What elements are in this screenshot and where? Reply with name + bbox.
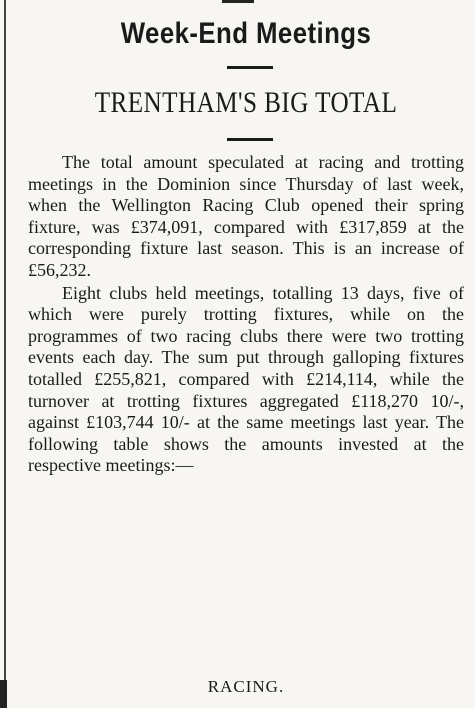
paragraph-1: The total amount speculated at racing and trotting meetings in the Dominion since Thursday of last week, when the Wellington Racing Club opened their spring fixture, was £374,091, compared with £317,859 at the corresponding fixture last season. This is an increase of £56,232. xyxy=(28,152,464,280)
headline-rule xyxy=(227,66,273,69)
article-body xyxy=(28,152,464,477)
article-column xyxy=(28,0,464,708)
column-border-mark xyxy=(0,680,7,708)
section-label-racing: RACING. xyxy=(207,677,285,696)
paragraph-2: Eight clubs held meetings, totalling 13 days, five of which were purely trotting fixtures, while on the programmes of two racing clubs there were two trotting events each day. The sum put through galloping fixtures totalled £255,821, compared with £214,114, while the turnover at trotting fixtures aggregated £118,270 10/-, against £103,744 10/- at the same meetings last year. The following table shows the amounts invested at the respective meetings:— xyxy=(28,282,464,476)
column-border-line xyxy=(4,0,6,708)
headline: Week-End Meetings xyxy=(120,17,372,50)
subheadline: TRENTHAM'S BIG TOTAL xyxy=(94,86,398,119)
subheadline-rule xyxy=(227,138,273,141)
